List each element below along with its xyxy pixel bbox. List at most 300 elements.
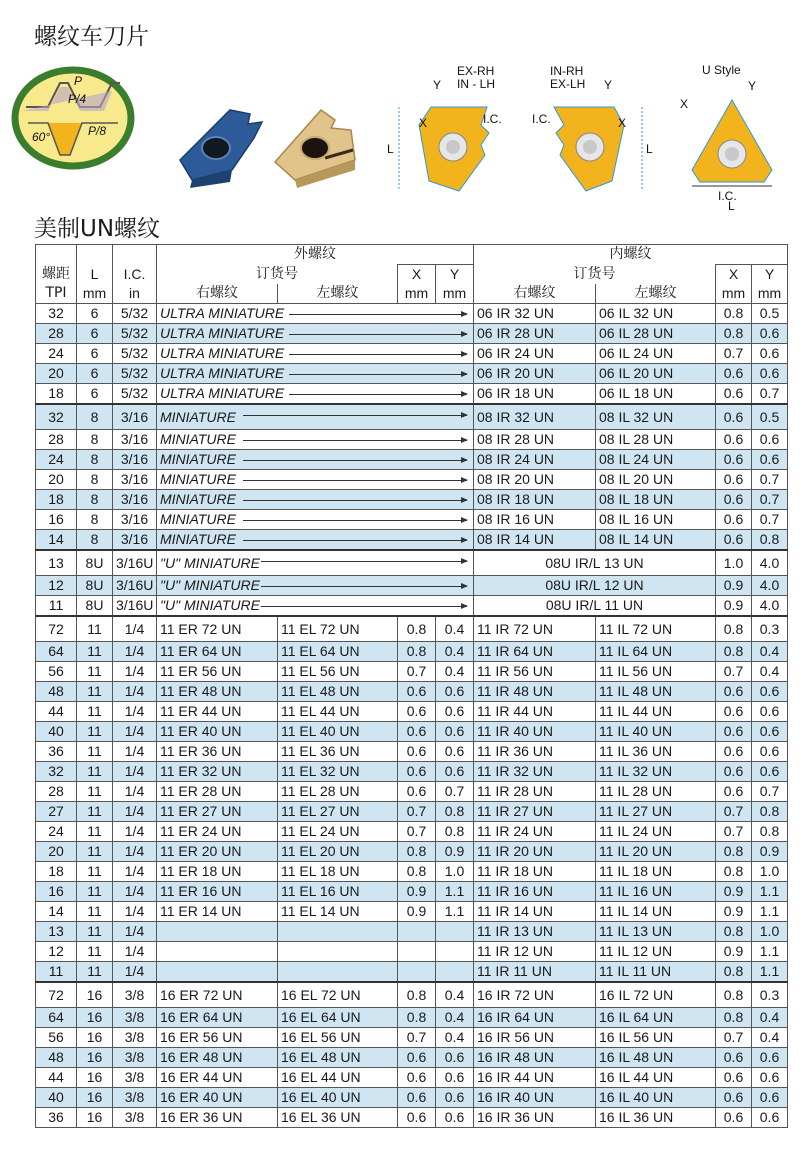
- table-row: [36, 450, 788, 470]
- ex-lh-label: EX-LH: [550, 77, 586, 91]
- cell-ic: 3/16: [113, 470, 157, 490]
- cell-ic: 1/4: [113, 902, 157, 922]
- table-row: [36, 942, 788, 962]
- cell-int-right: 11 IR 36 UN: [474, 742, 596, 762]
- cell-int-x: 0.6: [716, 1108, 752, 1128]
- cell-ext-x: 0.6: [398, 682, 436, 702]
- cell-ic: 1/4: [113, 762, 157, 782]
- cell-external-range: [157, 304, 474, 324]
- cell-ext-right: 11 ER 64 UN: [157, 642, 278, 662]
- cell-int-x: 0.9: [716, 902, 752, 922]
- cell-int-right: 16 IR 64 UN: [474, 1008, 596, 1028]
- cell-int-order: 08U IR/L 13 UN: [474, 550, 716, 576]
- cell-ext-left: [278, 962, 398, 983]
- cell-int-right: 08 IR 16 UN: [474, 510, 596, 530]
- cell-tpi: 44: [36, 702, 77, 722]
- cell-int-right: 08 IR 24 UN: [474, 450, 596, 470]
- in-rh-ic: I.C.: [532, 112, 551, 126]
- cell-tpi: 32: [36, 762, 77, 782]
- cell-int-left: 16 IL 36 UN: [596, 1108, 716, 1128]
- header-pitch-tpi: 螺距 TPI: [36, 245, 77, 304]
- cell-int-left: 11 IL 20 UN: [596, 842, 716, 862]
- cell-tpi: 56: [36, 662, 77, 682]
- cell-int-y: 0.3: [752, 982, 788, 1008]
- cell-int-left: 11 IL 40 UN: [596, 722, 716, 742]
- cell-l: 11: [77, 682, 113, 702]
- cell-l: 11: [77, 962, 113, 983]
- cell-l: 8: [77, 404, 113, 430]
- cell-ext-right: 16 ER 36 UN: [157, 1108, 278, 1128]
- cell-tpi: 20: [36, 842, 77, 862]
- cell-int-right: 16 IR 72 UN: [474, 982, 596, 1008]
- cell-ext-y: [436, 942, 474, 962]
- cell-ext-x: 0.6: [398, 1088, 436, 1108]
- cell-int-left: 08 IL 24 UN: [596, 450, 716, 470]
- u-style-insert-drawing: [672, 60, 792, 213]
- cell-tpi: 12: [36, 576, 77, 596]
- table-body: [36, 304, 788, 1128]
- table-row: [36, 762, 788, 782]
- external-range-label: ULTRA MINIATURE: [160, 385, 285, 401]
- external-range-label: MINIATURE: [160, 451, 236, 467]
- cell-tpi: 40: [36, 1088, 77, 1108]
- cell-ext-left: 11 EL 18 UN: [278, 862, 398, 882]
- cell-ic: 1/4: [113, 662, 157, 682]
- cell-int-order: 08U IR/L 12 UN: [474, 576, 716, 596]
- cell-ic: 1/4: [113, 882, 157, 902]
- table-row: [36, 862, 788, 882]
- cell-int-left: 11 IL 56 UN: [596, 662, 716, 682]
- header-ext-y: Y mm: [436, 265, 474, 304]
- un-thread-table: [35, 244, 788, 1128]
- cell-ic: 3/8: [113, 1108, 157, 1128]
- table-row: [36, 782, 788, 802]
- cell-int-x: 0.9: [716, 882, 752, 902]
- table-row: [36, 1008, 788, 1028]
- cell-ext-y: 0.9: [436, 842, 474, 862]
- cell-l: 16: [77, 1008, 113, 1028]
- cell-ic: 1/4: [113, 922, 157, 942]
- cell-int-x: 0.6: [716, 490, 752, 510]
- cell-int-y: 0.6: [752, 762, 788, 782]
- cell-l: 8: [77, 450, 113, 470]
- cell-ext-left: 16 EL 40 UN: [278, 1088, 398, 1108]
- external-range-label: MINIATURE: [160, 511, 236, 527]
- cell-ext-y: [436, 922, 474, 942]
- cell-int-left: 11 IL 24 UN: [596, 822, 716, 842]
- external-range-label: ULTRA MINIATURE: [160, 345, 285, 361]
- cell-int-x: 0.6: [716, 384, 752, 405]
- cell-l: 6: [77, 344, 113, 364]
- cell-ic: 1/4: [113, 842, 157, 862]
- header-int-left: 左螺纹: [596, 284, 716, 304]
- external-range-label: MINIATURE: [160, 491, 236, 507]
- header-external: 外螺纹: [157, 245, 474, 265]
- cell-ext-left: 11 EL 16 UN: [278, 882, 398, 902]
- cell-int-left: 11 IL 72 UN: [596, 616, 716, 642]
- cell-int-y: 0.6: [752, 1048, 788, 1068]
- cell-l: 11: [77, 902, 113, 922]
- cell-ext-y: 0.7: [436, 782, 474, 802]
- cell-ext-x: 0.7: [398, 802, 436, 822]
- page-title: 螺纹车刀片: [34, 24, 149, 50]
- cell-ext-right: 16 ER 44 UN: [157, 1068, 278, 1088]
- cell-int-right: 16 IR 44 UN: [474, 1068, 596, 1088]
- in-rh-x: X: [618, 116, 627, 130]
- cell-ic: 1/4: [113, 742, 157, 762]
- cell-int-left: 11 IL 16 UN: [596, 882, 716, 902]
- cell-ext-left: 16 EL 72 UN: [278, 982, 398, 1008]
- cell-ext-x: 0.9: [398, 902, 436, 922]
- arrow-right-icon: [289, 314, 467, 315]
- table-row: [36, 304, 788, 324]
- cell-ic: 3/8: [113, 1048, 157, 1068]
- cell-ext-x: 0.9: [398, 882, 436, 902]
- cell-ext-left: 11 EL 40 UN: [278, 722, 398, 742]
- cell-int-y: 0.8: [752, 802, 788, 822]
- section-title: 美制UN螺纹: [34, 216, 161, 242]
- cell-l: 11: [77, 942, 113, 962]
- cell-ext-right: 11 ER 32 UN: [157, 762, 278, 782]
- cell-int-x: 0.6: [716, 364, 752, 384]
- cell-ic: 1/4: [113, 782, 157, 802]
- cell-tpi: 36: [36, 1108, 77, 1128]
- cell-tpi: 64: [36, 642, 77, 662]
- table-row: [36, 530, 788, 551]
- table-row: [36, 596, 788, 617]
- cell-ext-x: 0.8: [398, 862, 436, 882]
- cell-l: 11: [77, 802, 113, 822]
- cell-int-y: 0.5: [752, 404, 788, 430]
- cell-ext-right: 11 ER 24 UN: [157, 822, 278, 842]
- table-row: [36, 1088, 788, 1108]
- u-style-ic: I.C.: [718, 189, 737, 203]
- cell-int-left: 16 IL 64 UN: [596, 1008, 716, 1028]
- arrow-right-icon: [243, 460, 467, 461]
- cell-ic: 3/16U: [113, 596, 157, 617]
- cell-ext-right: 11 ER 14 UN: [157, 902, 278, 922]
- table-row: [36, 324, 788, 344]
- cell-int-y: 0.7: [752, 782, 788, 802]
- cell-ic: 3/16U: [113, 576, 157, 596]
- cell-l: 16: [77, 982, 113, 1008]
- external-range-label: MINIATURE: [160, 409, 236, 425]
- cell-ext-y: 0.4: [436, 1008, 474, 1028]
- cell-ext-left: 11 EL 20 UN: [278, 842, 398, 862]
- cell-int-right: 08 IR 18 UN: [474, 490, 596, 510]
- cell-ext-x: 0.6: [398, 1048, 436, 1068]
- cell-ext-left: [278, 942, 398, 962]
- cell-int-x: 1.0: [716, 550, 752, 576]
- cell-ic: 3/16: [113, 510, 157, 530]
- cell-l: 11: [77, 762, 113, 782]
- table-row: [36, 962, 788, 983]
- cell-l: 11: [77, 882, 113, 902]
- table-row: [36, 510, 788, 530]
- table-row: [36, 642, 788, 662]
- cell-ic: 3/8: [113, 1088, 157, 1108]
- table-row: [36, 682, 788, 702]
- cell-int-x: 0.6: [716, 722, 752, 742]
- external-range-label: "U" MINIATURE: [160, 555, 260, 571]
- insert-blue-image: [170, 100, 270, 190]
- cell-l: 16: [77, 1048, 113, 1068]
- cell-int-y: 0.6: [752, 742, 788, 762]
- cell-int-y: 0.4: [752, 642, 788, 662]
- ex-rh-ic: I.C.: [483, 112, 502, 126]
- external-range-label: ULTRA MINIATURE: [160, 365, 285, 381]
- cell-ext-y: 1.1: [436, 902, 474, 922]
- in-lh-label: IN - LH: [457, 77, 496, 91]
- cell-int-x: 0.8: [716, 1008, 752, 1028]
- cell-int-x: 0.7: [716, 662, 752, 682]
- cell-int-left: 16 IL 40 UN: [596, 1088, 716, 1108]
- cell-int-left: 11 IL 44 UN: [596, 702, 716, 722]
- label-angle: 60°: [32, 130, 51, 144]
- cell-l: 8: [77, 490, 113, 510]
- cell-int-y: 1.1: [752, 962, 788, 983]
- cell-ext-left: 11 EL 36 UN: [278, 742, 398, 762]
- cell-ext-y: 0.4: [436, 662, 474, 682]
- cell-ext-y: [436, 962, 474, 983]
- cell-ic: 1/4: [113, 962, 157, 983]
- table-row: [36, 702, 788, 722]
- cell-ic: 1/4: [113, 702, 157, 722]
- cell-tpi: 11: [36, 962, 77, 983]
- cell-ic: 3/8: [113, 1068, 157, 1088]
- cell-l: 16: [77, 1028, 113, 1048]
- cell-external-range: [157, 490, 474, 510]
- cell-int-x: 0.9: [716, 942, 752, 962]
- cell-int-y: 0.6: [752, 1108, 788, 1128]
- cell-int-y: 0.6: [752, 702, 788, 722]
- cell-int-right: 08 IR 20 UN: [474, 470, 596, 490]
- cell-l: 8U: [77, 550, 113, 576]
- cell-ext-x: 0.7: [398, 662, 436, 682]
- cell-ext-x: 0.8: [398, 642, 436, 662]
- cell-ext-x: 0.6: [398, 742, 436, 762]
- cell-ic: 1/4: [113, 722, 157, 742]
- cell-l: 11: [77, 702, 113, 722]
- cell-int-right: 06 IR 28 UN: [474, 324, 596, 344]
- cell-ext-left: 16 EL 48 UN: [278, 1048, 398, 1068]
- cell-tpi: 24: [36, 344, 77, 364]
- header-internal: 内螺纹: [474, 245, 788, 265]
- cell-ext-y: 0.6: [436, 1068, 474, 1088]
- cell-int-x: 0.9: [716, 576, 752, 596]
- ex-rh-l: L: [387, 142, 394, 156]
- cell-int-left: 11 IL 32 UN: [596, 762, 716, 782]
- cell-tpi: 32: [36, 404, 77, 430]
- in-rh-label: IN-RH: [550, 64, 584, 78]
- u-style-y: Y: [748, 79, 757, 93]
- cell-ext-right: 11 ER 48 UN: [157, 682, 278, 702]
- cell-int-x: 0.8: [716, 842, 752, 862]
- external-range-label: MINIATURE: [160, 471, 236, 487]
- cell-ext-y: 0.4: [436, 616, 474, 642]
- cell-l: 8: [77, 470, 113, 490]
- cell-ic: 1/4: [113, 642, 157, 662]
- cell-ext-left: 16 EL 36 UN: [278, 1108, 398, 1128]
- cell-int-right: 11 IR 18 UN: [474, 862, 596, 882]
- cell-int-y: 0.4: [752, 1028, 788, 1048]
- cell-external-range: [157, 404, 474, 430]
- cell-ext-left: 11 EL 14 UN: [278, 902, 398, 922]
- cell-int-y: 0.6: [752, 430, 788, 450]
- cell-l: 16: [77, 1108, 113, 1128]
- cell-int-x: 0.6: [716, 1068, 752, 1088]
- cell-l: 6: [77, 384, 113, 405]
- cell-ext-left: 16 EL 44 UN: [278, 1068, 398, 1088]
- cell-tpi: 48: [36, 1048, 77, 1068]
- cell-ext-right: 16 ER 48 UN: [157, 1048, 278, 1068]
- cell-l: 8U: [77, 596, 113, 617]
- cell-external-range: [157, 470, 474, 490]
- cell-int-x: 0.6: [716, 742, 752, 762]
- cell-tpi: 24: [36, 450, 77, 470]
- cell-ext-y: 0.6: [436, 1088, 474, 1108]
- cell-int-x: 0.6: [716, 1088, 752, 1108]
- cell-ext-y: 1.1: [436, 882, 474, 902]
- cell-l: 16: [77, 1088, 113, 1108]
- cell-int-x: 0.8: [716, 304, 752, 324]
- header-ext-x: X mm: [398, 265, 436, 304]
- cell-tpi: 36: [36, 742, 77, 762]
- header-ext-right: 右螺纹: [157, 284, 278, 304]
- cell-int-x: 0.6: [716, 450, 752, 470]
- cell-ext-right: 16 ER 40 UN: [157, 1088, 278, 1108]
- cell-ext-right: 11 ER 18 UN: [157, 862, 278, 882]
- cell-ext-x: 0.8: [398, 982, 436, 1008]
- cell-int-right: 11 IR 72 UN: [474, 616, 596, 642]
- cell-int-right: 08 IR 28 UN: [474, 430, 596, 450]
- cell-ext-y: 0.6: [436, 1108, 474, 1128]
- cell-int-x: 0.9: [716, 596, 752, 617]
- cell-l: 11: [77, 862, 113, 882]
- cell-tpi: 18: [36, 862, 77, 882]
- cell-ic: 3/16U: [113, 550, 157, 576]
- table-row: [36, 364, 788, 384]
- cell-l: 11: [77, 842, 113, 862]
- cell-int-left: 16 IL 44 UN: [596, 1068, 716, 1088]
- cell-int-right: 11 IR 13 UN: [474, 922, 596, 942]
- cell-int-y: 4.0: [752, 550, 788, 576]
- cell-ic: 1/4: [113, 822, 157, 842]
- table-row: [36, 1068, 788, 1088]
- cell-int-left: 06 IL 28 UN: [596, 324, 716, 344]
- label-p: P: [74, 74, 83, 88]
- thread-profile-diagram: [8, 63, 138, 173]
- arrow-right-icon: [243, 415, 467, 416]
- cell-ic: 1/4: [113, 616, 157, 642]
- cell-ext-x: 0.6: [398, 762, 436, 782]
- table-row: [36, 842, 788, 862]
- cell-external-range: [157, 530, 474, 551]
- cell-ext-left: 11 EL 27 UN: [278, 802, 398, 822]
- cell-ext-x: 0.6: [398, 702, 436, 722]
- cell-ext-left: 11 EL 48 UN: [278, 682, 398, 702]
- cell-int-y: 0.6: [752, 1088, 788, 1108]
- cell-int-x: 0.8: [716, 862, 752, 882]
- cell-ext-x: [398, 942, 436, 962]
- cell-int-left: 08 IL 32 UN: [596, 404, 716, 430]
- cell-tpi: 24: [36, 822, 77, 842]
- header-l: L mm: [77, 245, 113, 304]
- arrow-right-icon: [243, 520, 467, 521]
- cell-int-y: 0.4: [752, 662, 788, 682]
- cell-int-left: 06 IL 32 UN: [596, 304, 716, 324]
- table-row: [36, 722, 788, 742]
- table-row: [36, 1048, 788, 1068]
- cell-ext-x: 0.7: [398, 822, 436, 842]
- cell-tpi: 64: [36, 1008, 77, 1028]
- cell-external-range: [157, 596, 474, 617]
- table-row: [36, 576, 788, 596]
- cell-ext-right: 16 ER 56 UN: [157, 1028, 278, 1048]
- external-range-label: "U" MINIATURE: [160, 577, 260, 593]
- cell-ext-x: [398, 962, 436, 983]
- table-row: [36, 1028, 788, 1048]
- cell-l: 11: [77, 782, 113, 802]
- cell-tpi: 20: [36, 470, 77, 490]
- cell-tpi: 16: [36, 882, 77, 902]
- cell-tpi: 32: [36, 304, 77, 324]
- arrow-right-icon: [289, 394, 467, 395]
- cell-tpi: 48: [36, 682, 77, 702]
- cell-ext-y: 0.4: [436, 982, 474, 1008]
- cell-int-left: 11 IL 18 UN: [596, 862, 716, 882]
- table-row: [36, 470, 788, 490]
- cell-l: 11: [77, 662, 113, 682]
- cell-ext-x: 0.7: [398, 1028, 436, 1048]
- cell-int-right: 08 IR 32 UN: [474, 404, 596, 430]
- cell-int-left: 08 IL 20 UN: [596, 470, 716, 490]
- cell-external-range: [157, 384, 474, 405]
- table-row: [36, 384, 788, 405]
- cell-ext-left: 11 EL 28 UN: [278, 782, 398, 802]
- cell-int-y: 1.1: [752, 902, 788, 922]
- cell-ext-left: 11 EL 24 UN: [278, 822, 398, 842]
- cell-ext-x: 0.8: [398, 1008, 436, 1028]
- cell-int-y: 0.3: [752, 616, 788, 642]
- cell-l: 11: [77, 616, 113, 642]
- cell-ext-x: 0.6: [398, 1108, 436, 1128]
- cell-int-x: 0.7: [716, 344, 752, 364]
- cell-tpi: 14: [36, 530, 77, 551]
- cell-int-left: 11 IL 14 UN: [596, 902, 716, 922]
- cell-int-left: 08 IL 28 UN: [596, 430, 716, 450]
- cell-ext-right: 11 ER 72 UN: [157, 616, 278, 642]
- cell-int-y: 0.6: [752, 722, 788, 742]
- cell-tpi: 13: [36, 922, 77, 942]
- cell-l: 11: [77, 742, 113, 762]
- ex-rh-label: EX-RH: [457, 64, 495, 78]
- cell-int-x: 0.6: [716, 430, 752, 450]
- cell-tpi: 16: [36, 510, 77, 530]
- cell-ic: 5/32: [113, 384, 157, 405]
- cell-ext-right: 16 ER 64 UN: [157, 1008, 278, 1028]
- external-range-label: ULTRA MINIATURE: [160, 325, 285, 341]
- cell-int-x: 0.6: [716, 510, 752, 530]
- table-row: [36, 882, 788, 902]
- cell-ic: 3/16: [113, 490, 157, 510]
- cell-int-right: 11 IR 20 UN: [474, 842, 596, 862]
- cell-ext-left: 11 EL 56 UN: [278, 662, 398, 682]
- ex-rh-x: X: [419, 116, 428, 130]
- cell-int-left: 11 IL 28 UN: [596, 782, 716, 802]
- cell-tpi: 20: [36, 364, 77, 384]
- cell-tpi: 18: [36, 490, 77, 510]
